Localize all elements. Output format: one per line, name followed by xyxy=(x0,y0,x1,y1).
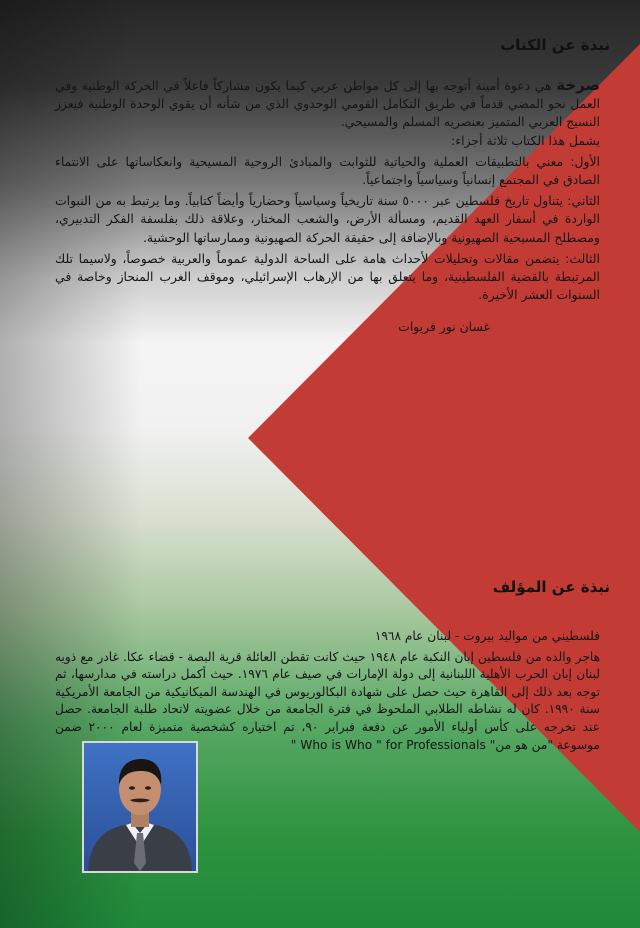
author-photo xyxy=(82,741,198,873)
who-is-who-phrase: " Who is Who " for Professionals xyxy=(290,737,486,752)
author-portrait-icon xyxy=(84,743,196,871)
about-author-title: نبذة عن المؤلف xyxy=(492,578,610,596)
intro-text: هي دعوة أمينة أتوجه بها إلى كل مواطن عربي كيما يكون مشاركاً فاعلاً في الحركة الوطنية وفي العمل نحو المضي قدماً في طريق التكامل القومي الوحدوي الذي من شأنه أن يقوي الوحدة الوطنية فيعزز النسيج العربي المتميز بعنصريه المسلم والمسيحي. xyxy=(55,78,600,130)
parts-intro: يشمل هذا الكتاب ثلاثة أجزاء: xyxy=(451,132,600,148)
about-book-title: نبذة عن الكتاب xyxy=(500,36,610,54)
author-bio xyxy=(55,649,600,755)
part-one: الأول: معني بالتطبيقات العملية والحياتية للثوابت والمبادئ الروحية المسيحية وانعكاساتها على الانتماء الصادق في المجتمع إنسانياً وسياسياً واجتماعياً. xyxy=(55,153,600,188)
author-bio-text: هاجر والده من فلسطين إبان النكبة عام ١٩٤٨ حيث كانت تقطن العائلة قرية البصة - قضاء عكا. غادر مع ذويه لبنان إبان الحرب الأهلية اللبنانية إلى دولة الإمارات في صيف عام ١٩٧٦. حيث أكمل دراسته في مدارسها، ثم توجه بعد ذلك إلى القاهرة حيث حصل على شهادة البكالوريوس في الهندسة الميكانيكية من الجامعة الأمريكية سنة ١٩٩٠. كان له نشاطه الطلابي الملحوظ في فترة الجامعة من خلال عضويته لاتحاد طلبة الجامعة. حصل عند تخرجه على كأس أولياء الأمور عن دفعة فبراير ٩٠، تم اختياره كشخصية متميزة لعام ٢٠٠٠ ضمن موسوعة "من هو من" xyxy=(55,649,601,752)
author-birth-line: فلسطيني من مواليد بيروت - لبنان عام ١٩٦٨ xyxy=(374,629,600,643)
about-book-text xyxy=(55,76,600,337)
about-author-text xyxy=(55,628,600,754)
part-two: الثاني: يتناول تاريخ فلسطين عبر ٥٠٠٠ سنة تاريخياً وسياسياً وحضارياً وأيضاً كتابياً. وما يرتبط به من النبوات الواردة في أسفار العهد القديم، ومسألة الأرض، والشعب المختار، وعلاقة ذلك بفلسفة الفكر التدبيري، ومصطلح المسيحية الصهيونية وبالإضافة إلى حقيقة الحركة الصهيونية وممارساتها الوحشية. xyxy=(55,193,600,245)
author-signature: غسان نور فريوات xyxy=(398,319,490,335)
intro-paragraph xyxy=(55,76,600,132)
lead-word: صرخة xyxy=(556,76,600,94)
part-three: الثالث: يتضمن مقالات وتحليلات لأحداث هامة على الساحة الدولية عموماً والعربية خصوصاً، ولاسيما تلك المرتبطة بالقضية الفلسطينية، وما يتعلق بها من الإرهاب الإسرائيلي، وموقف الغرب المنحاز وخاصة في السنوات العشر الأخيرة. xyxy=(55,250,600,303)
